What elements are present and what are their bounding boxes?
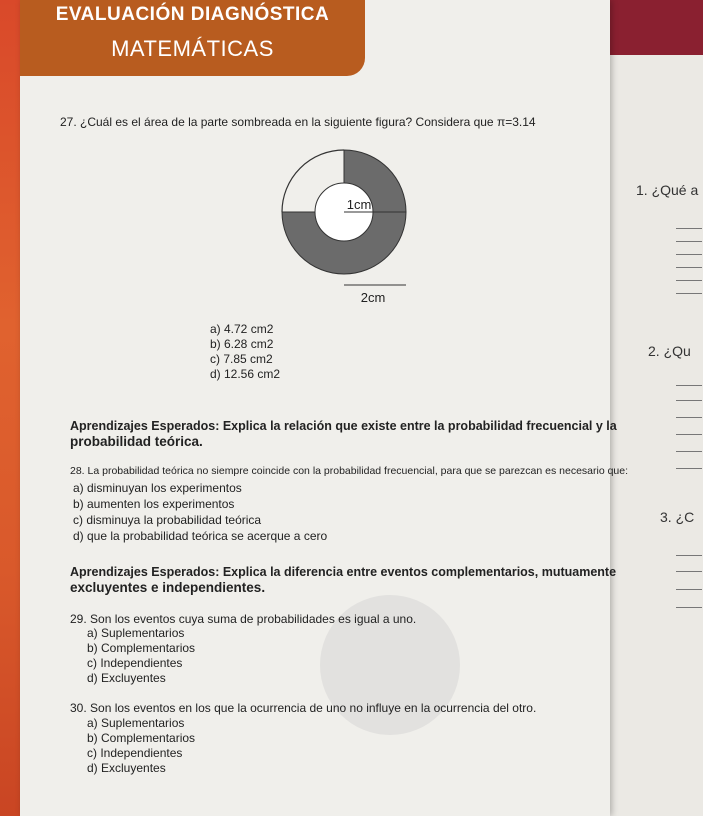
- question-27: 27. ¿Cuál es el área de la parte sombreada en la siguiente figura? Considera que π=3.14: [60, 115, 536, 129]
- question-28: 28. La probabilidad teórica no siempre coincide con la probabilidad frecuencial, para que se parezcan es necesario que:: [70, 465, 629, 477]
- q27-option-b: b) 6.28 cm2: [210, 337, 274, 351]
- objective-1-line-2: probabilidad teórica.: [70, 434, 203, 449]
- q30-option-b: b) Complementarios: [87, 731, 196, 745]
- q30-option-d: d) Excluyentes: [87, 761, 166, 775]
- header-title: EVALUACIÓN DIAGNÓSTICA: [55, 4, 330, 25]
- answer-line: [676, 451, 702, 452]
- q27-option-c: c) 7.85 cm2: [210, 352, 273, 366]
- answer-line: [676, 241, 702, 242]
- answer-line: [676, 400, 702, 401]
- q28-option-d: d) que la probabilidad teórica se acerque a cero: [73, 529, 328, 543]
- q30-option-c: c) Independientes: [87, 746, 183, 760]
- outer-radius-label: 2cm: [360, 290, 386, 305]
- right-question-1: 1. ¿Qué a: [636, 182, 699, 198]
- answer-line: [676, 571, 702, 572]
- answer-line: [676, 555, 702, 556]
- question-29: 29. Son los eventos cuya suma de probabilidades es igual a uno.: [70, 612, 417, 626]
- worksheet-page: [20, 0, 629, 816]
- inner-radius-label: 1cm: [346, 197, 372, 212]
- question-30: 30. Son los eventos en los que la ocurrencia de uno no influye en la ocurrencia del otro.: [70, 701, 537, 715]
- q30-option-a: a) Suplementarios: [87, 716, 185, 730]
- q28-option-b: b) aumenten los experimentos: [73, 497, 235, 511]
- objective-1-line-1: Aprendizajes Esperados: Explica la relación que existe entre la probabilidad frecuencial y la: [70, 419, 617, 433]
- q29-option-c: c) Independientes: [87, 656, 183, 670]
- answer-line: [676, 293, 702, 294]
- right-question-2: 2. ¿Qu: [648, 343, 691, 359]
- answer-line: [676, 417, 702, 418]
- objective-2-line-1: Aprendizajes Esperados: Explica la diferencia entre eventos complementarios, mutuamente: [70, 565, 617, 579]
- right-question-3: 3. ¿C: [660, 509, 695, 525]
- annulus-figure: [280, 148, 420, 318]
- q29-option-d: d) Excluyentes: [87, 671, 166, 685]
- q28-option-a: a) disminuyan los experimentos: [73, 481, 242, 495]
- q27-option-d: d) 12.56 cm2: [210, 367, 281, 381]
- answer-line: [676, 385, 702, 386]
- header-subject: MATEMÁTICAS: [111, 36, 274, 61]
- answer-line: [676, 589, 702, 590]
- objective-2-line-2: excluyentes e independientes.: [70, 580, 266, 595]
- q28-option-c: c) disminuya la probabilidad teórica: [73, 513, 262, 527]
- q27-option-a: a) 4.72 cm2: [210, 322, 274, 336]
- answer-line: [676, 254, 702, 255]
- answer-line: [676, 280, 702, 281]
- q29-option-b: b) Complementarios: [87, 641, 196, 655]
- answer-line: [676, 607, 702, 608]
- q29-option-a: a) Suplementarios: [87, 626, 185, 640]
- answer-line: [676, 468, 702, 469]
- header-banner: [20, 0, 365, 76]
- answer-line: [676, 228, 702, 229]
- answer-line: [676, 434, 702, 435]
- answer-line: [676, 267, 702, 268]
